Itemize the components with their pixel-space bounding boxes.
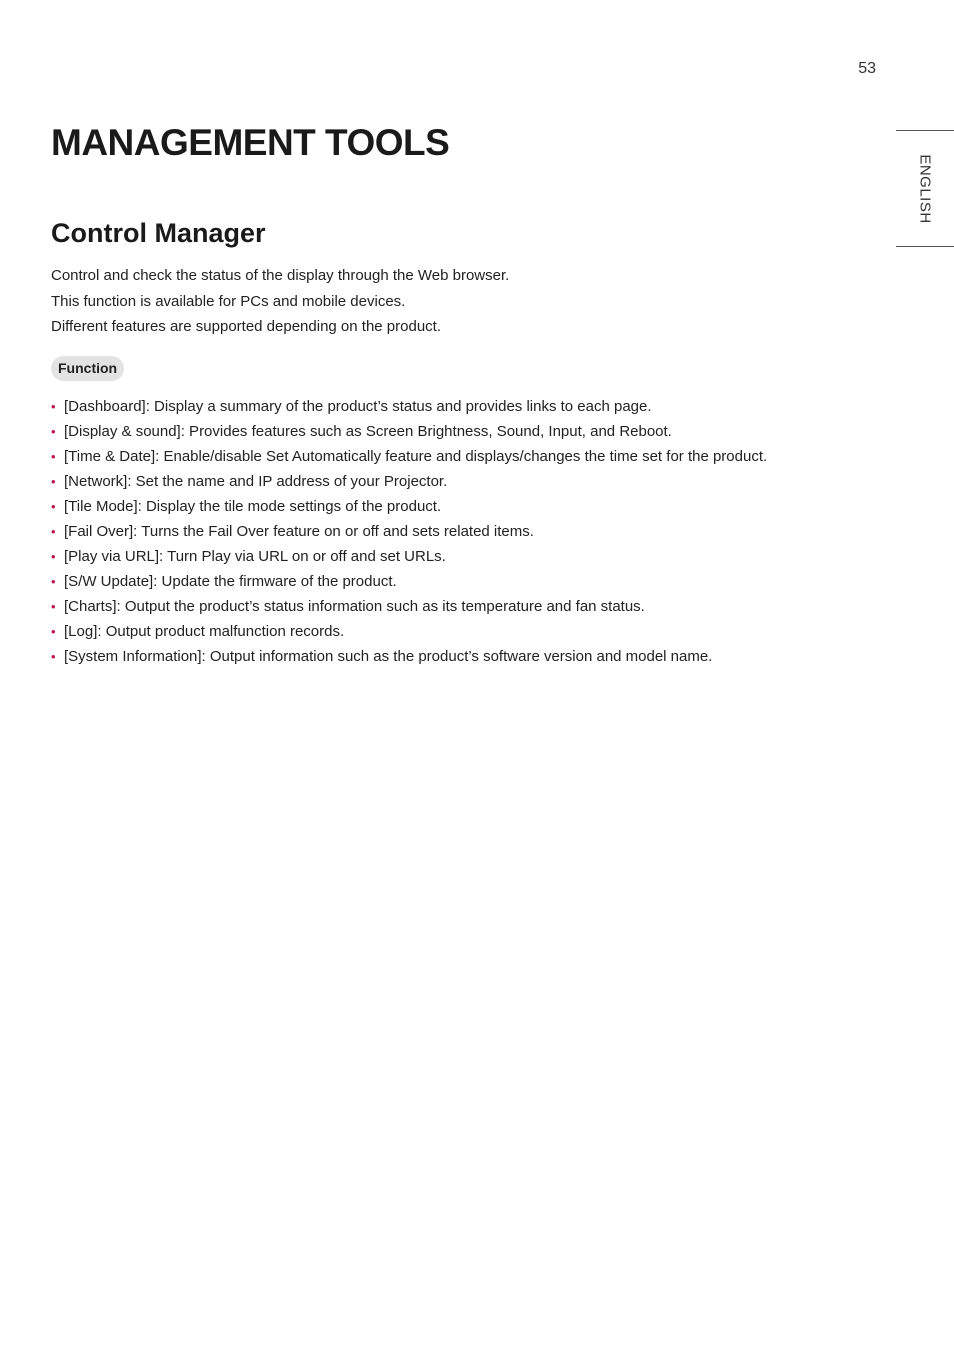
feature-item-tile-mode — [51, 494, 767, 519]
bullet-icon: • — [51, 424, 56, 439]
intro-line: Different features are supported depending on the product. — [51, 318, 441, 335]
bullet-icon: • — [51, 474, 56, 489]
bullet-icon: • — [51, 649, 56, 664]
bullet-icon: • — [51, 599, 56, 614]
page-number: 53 — [858, 60, 876, 77]
feature-text: [Network]: Set the name and IP address of your Projector. — [64, 473, 448, 490]
feature-item-play-via-url — [51, 544, 767, 569]
feature-item-charts — [51, 594, 767, 619]
feature-text: [Time & Date]: Enable/disable Set Automatically feature and displays/changes the time set for the product. — [64, 448, 768, 465]
feature-text: [Play via URL]: Turn Play via URL on or off and set URLs. — [64, 548, 446, 565]
feature-item-fail-over — [51, 519, 767, 544]
feature-text: [System Information]: Output information such as the product’s software version and model name. — [64, 648, 713, 665]
intro-line: This function is available for PCs and mobile devices. — [51, 292, 406, 310]
feature-list — [51, 394, 767, 669]
feature-item-sw-update — [51, 569, 767, 594]
bullet-icon: • — [51, 549, 56, 564]
feature-item-display-sound — [51, 419, 767, 444]
intro-paragraph — [51, 263, 509, 340]
feature-text: [Tile Mode]: Display the tile mode settings of the product. — [64, 498, 442, 515]
feature-item-network — [51, 469, 767, 494]
feature-text: [Charts]: Output the product’s status information such as its temperature and fan status. — [64, 598, 645, 615]
feature-text: [Log]: Output product malfunction records. — [64, 623, 345, 640]
feature-text: [S/W Update]: Update the firmware of the product. — [64, 573, 397, 590]
page-title: MANAGEMENT TOOLS — [51, 122, 450, 163]
feature-text: [Display & sound]: Provides features such as Screen Brightness, Sound, Input, and Reboot. — [64, 423, 672, 440]
section-title: Control Manager — [51, 218, 266, 248]
feature-item-time-date — [51, 444, 767, 469]
language-tab-label: ENGLISH — [916, 153, 934, 224]
feature-item-system-information — [51, 644, 767, 669]
bullet-icon: • — [51, 499, 56, 514]
bullet-icon: • — [51, 449, 56, 464]
function-badge: Function — [51, 356, 124, 381]
bullet-icon: • — [51, 574, 56, 589]
feature-text: [Fail Over]: Turns the Fail Over feature on or off and sets related items. — [64, 523, 534, 540]
bullet-icon: • — [51, 399, 56, 414]
bullet-icon: • — [51, 524, 56, 539]
feature-text: [Dashboard]: Display a summary of the product’s status and provides links to each page. — [64, 398, 652, 415]
intro-line: Control and check the status of the display through the Web browser. — [51, 267, 510, 284]
feature-item-log — [51, 619, 767, 644]
language-tab — [896, 130, 954, 247]
bullet-icon: • — [51, 624, 56, 639]
feature-item-dashboard — [51, 394, 767, 419]
